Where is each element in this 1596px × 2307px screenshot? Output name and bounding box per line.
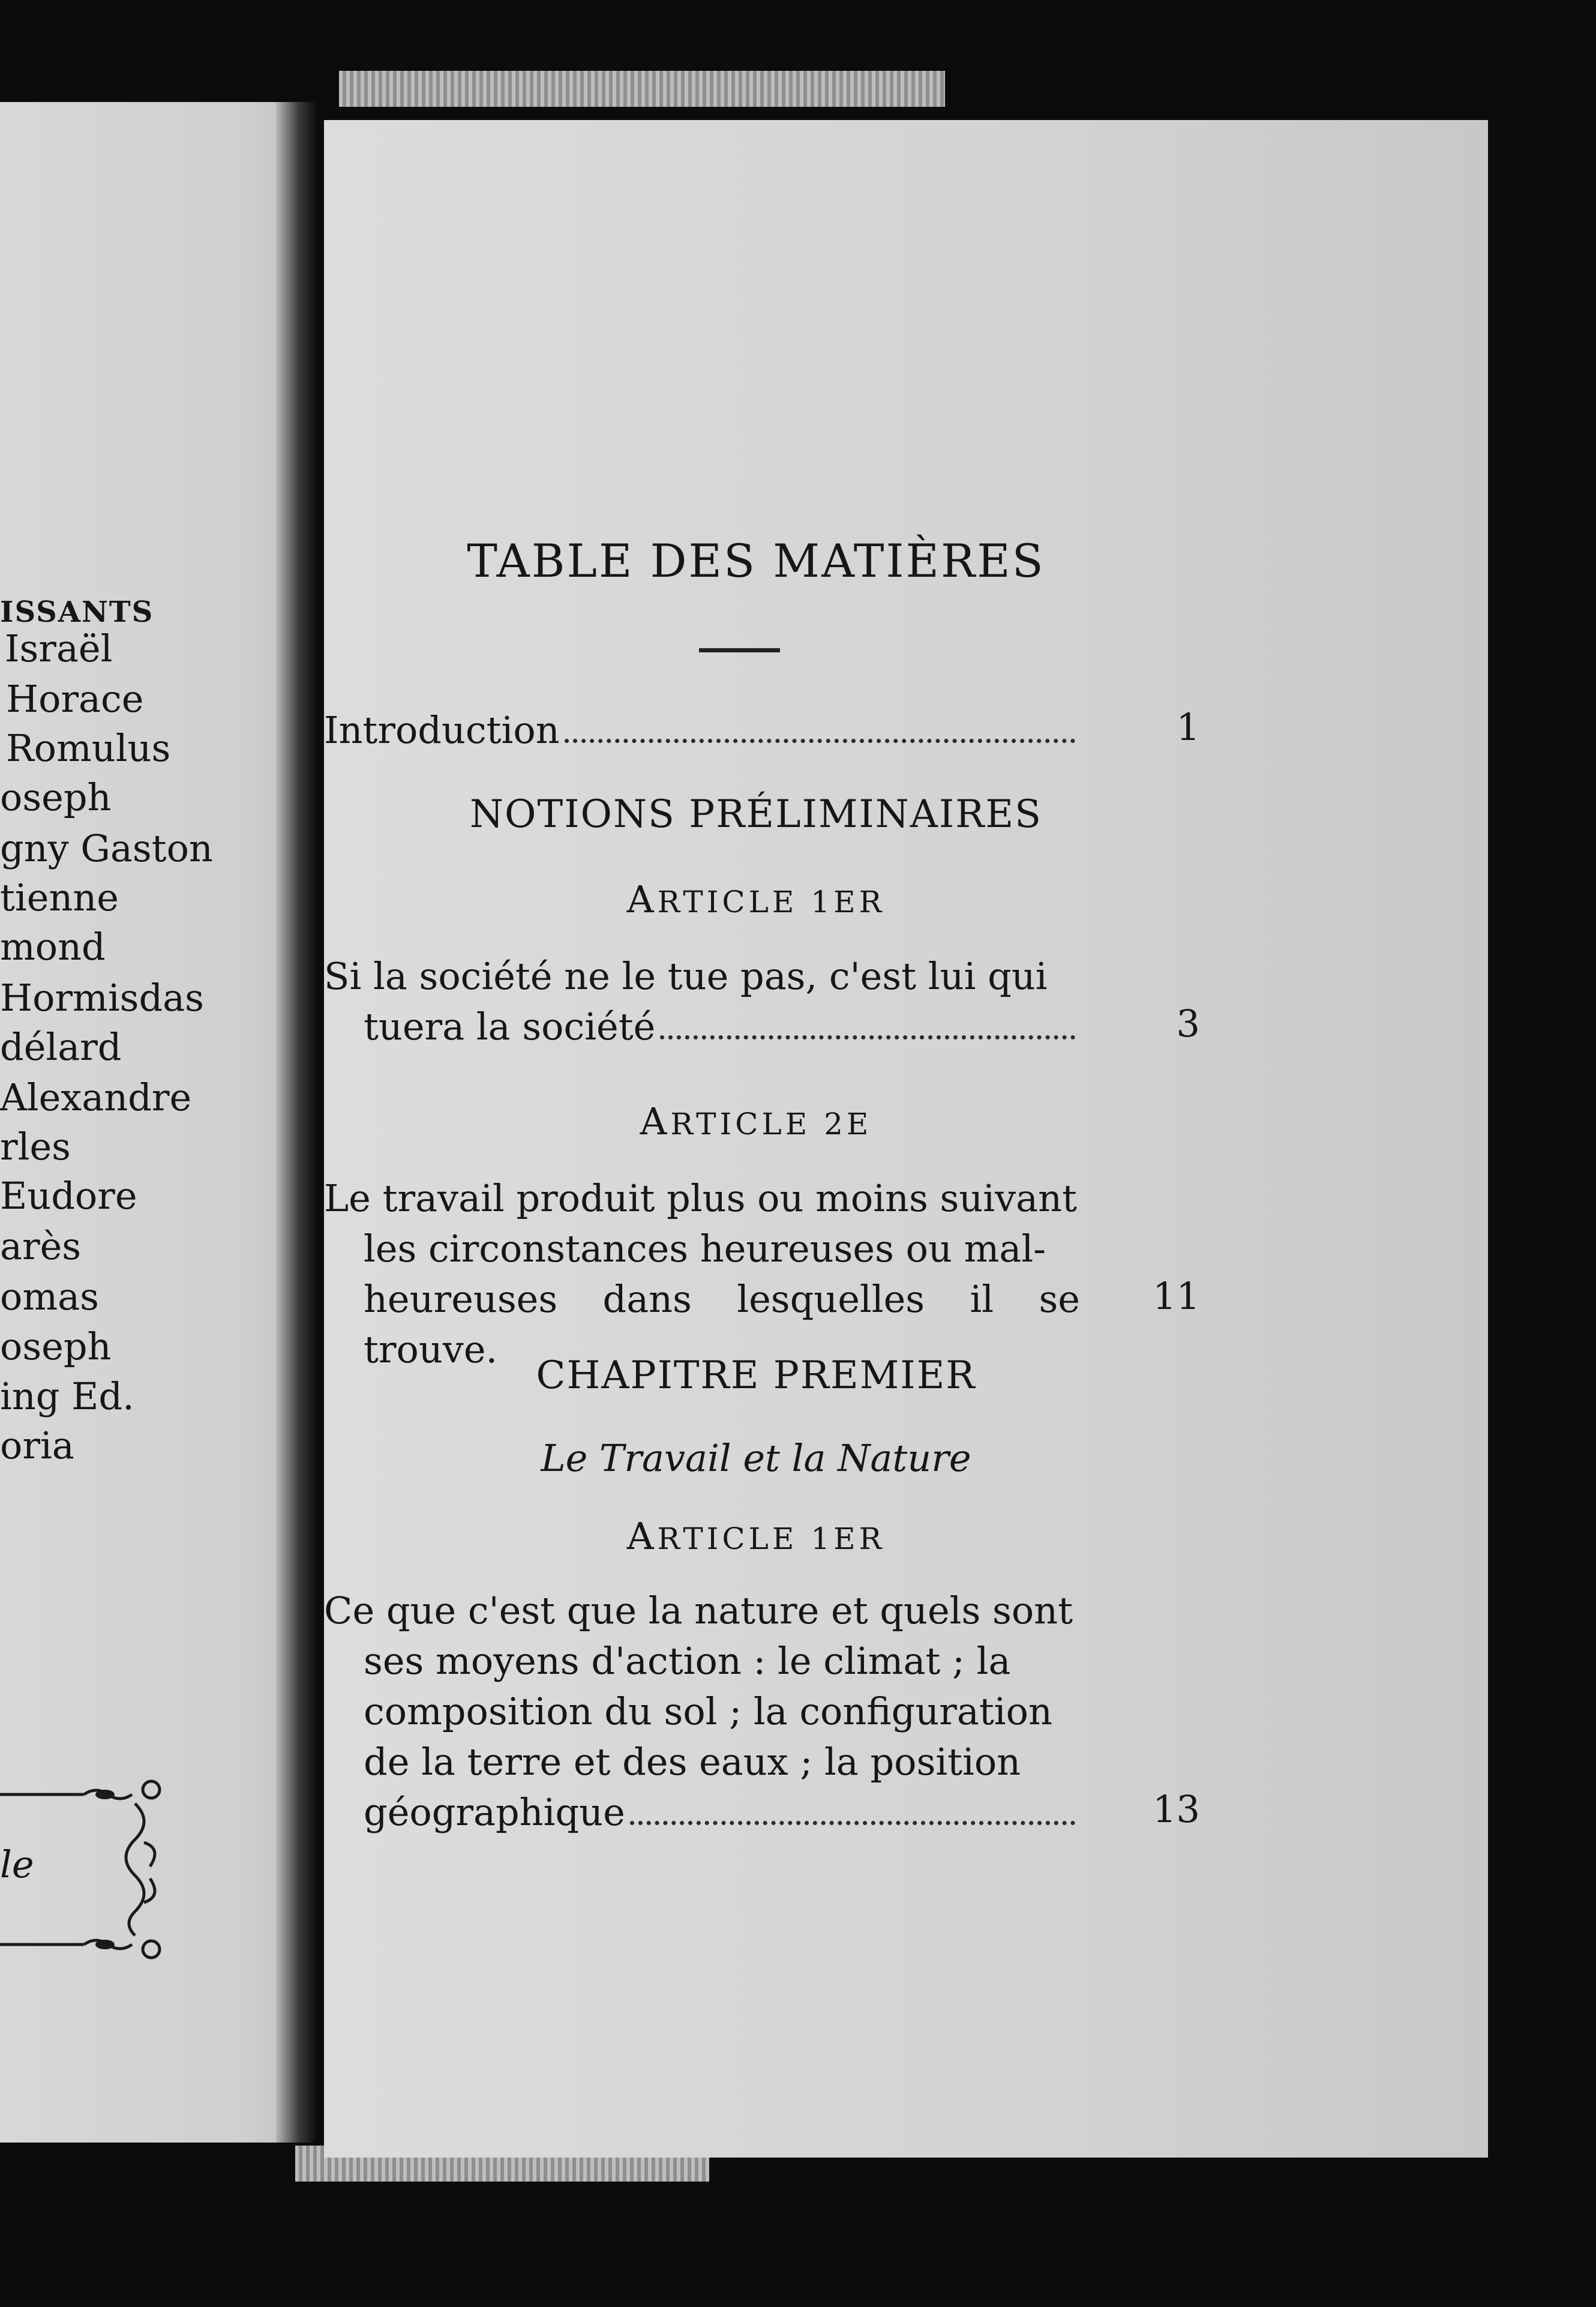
page-number: 13 <box>1153 1787 1200 1831</box>
list-item: délard <box>0 1025 122 1069</box>
list-item: ing Ed. <box>0 1374 134 1418</box>
toc-entry-line: les circonstances heureuses ou mal- <box>364 1227 1046 1271</box>
chapter-subtitle: Le Travail et la Nature <box>541 1436 971 1480</box>
list-item: Alexandre <box>0 1075 192 1119</box>
toc-entry-line: Ce que c'est que la nature et quels sont <box>324 1589 1073 1632</box>
page-number: 11 <box>1153 1274 1200 1318</box>
article-heading: ARTICLE 2E <box>640 1099 872 1143</box>
ornament-text: le <box>0 1842 34 1886</box>
list-item: rles <box>0 1125 71 1169</box>
list-item: gny Gaston <box>0 826 213 870</box>
list-item: oseph <box>0 1325 112 1368</box>
flourish-ornament-icon <box>0 1662 198 1975</box>
toc-entry-line: Le travail produit plus ou moins suivant <box>324 1176 1077 1220</box>
toc-entry-introduction[interactable] <box>324 705 1200 756</box>
dotted-leader <box>660 1035 1075 1039</box>
toc-entry-line: géographique <box>364 1790 625 1834</box>
dotted-leader <box>630 1821 1075 1825</box>
section-heading-notions: NOTIONS PRÉLIMINAIRES <box>470 792 1042 837</box>
toc-entry-label: Introduction <box>324 708 560 752</box>
list-item: mond <box>0 925 106 969</box>
toc-entry-line: heureuses dans lesquelles il se trouve. <box>364 1277 1080 1371</box>
film-strip-top <box>339 71 945 107</box>
left-page <box>0 102 312 2143</box>
article-heading: ARTICLE 1ER <box>626 877 886 921</box>
toc-entry-article-2[interactable] <box>324 1173 1200 1375</box>
list-item: tienne <box>0 876 119 919</box>
list-item: Israël <box>5 627 113 670</box>
book-gutter <box>276 102 318 2143</box>
list-item: arès <box>0 1224 82 1268</box>
list-item: Eudore <box>0 1174 137 1218</box>
toc-entry-line: ses moyens d'action : le climat ; la <box>364 1639 1011 1683</box>
page-number: 3 <box>1176 1002 1200 1045</box>
list-item: Horace <box>6 677 144 721</box>
page-title: TABLE DES MATIÈRES <box>467 534 1045 588</box>
list-item: omas <box>0 1275 99 1319</box>
toc-entry-line: Si la société ne le tue pas, c'est lui qui <box>324 954 1048 998</box>
toc-entry-article-1[interactable] <box>324 951 1200 1052</box>
dotted-leader <box>565 739 1075 743</box>
right-page <box>324 120 1488 2158</box>
chapter-heading: CHAPITRE PREMIER <box>536 1353 976 1398</box>
page-number: 1 <box>1176 705 1200 749</box>
left-page-heading: ISSANTS <box>0 595 154 629</box>
decorative-frame <box>0 1662 198 1977</box>
list-item: oria <box>0 1424 74 1467</box>
toc-entry-line: composition du sol ; la configuration <box>364 1689 1052 1733</box>
list-item: Hormisdas <box>0 976 204 1020</box>
toc-entry-chapter-1-article-1[interactable] <box>324 1586 1200 1838</box>
article-heading: ARTICLE 1ER <box>626 1514 886 1558</box>
list-item: oseph <box>0 775 112 819</box>
title-rule-divider <box>699 648 780 652</box>
toc-entry-line: tuera la société <box>364 1005 656 1048</box>
list-item: Romulus <box>6 726 171 770</box>
toc-entry-line: de la terre et des eaux ; la position <box>364 1740 1021 1784</box>
